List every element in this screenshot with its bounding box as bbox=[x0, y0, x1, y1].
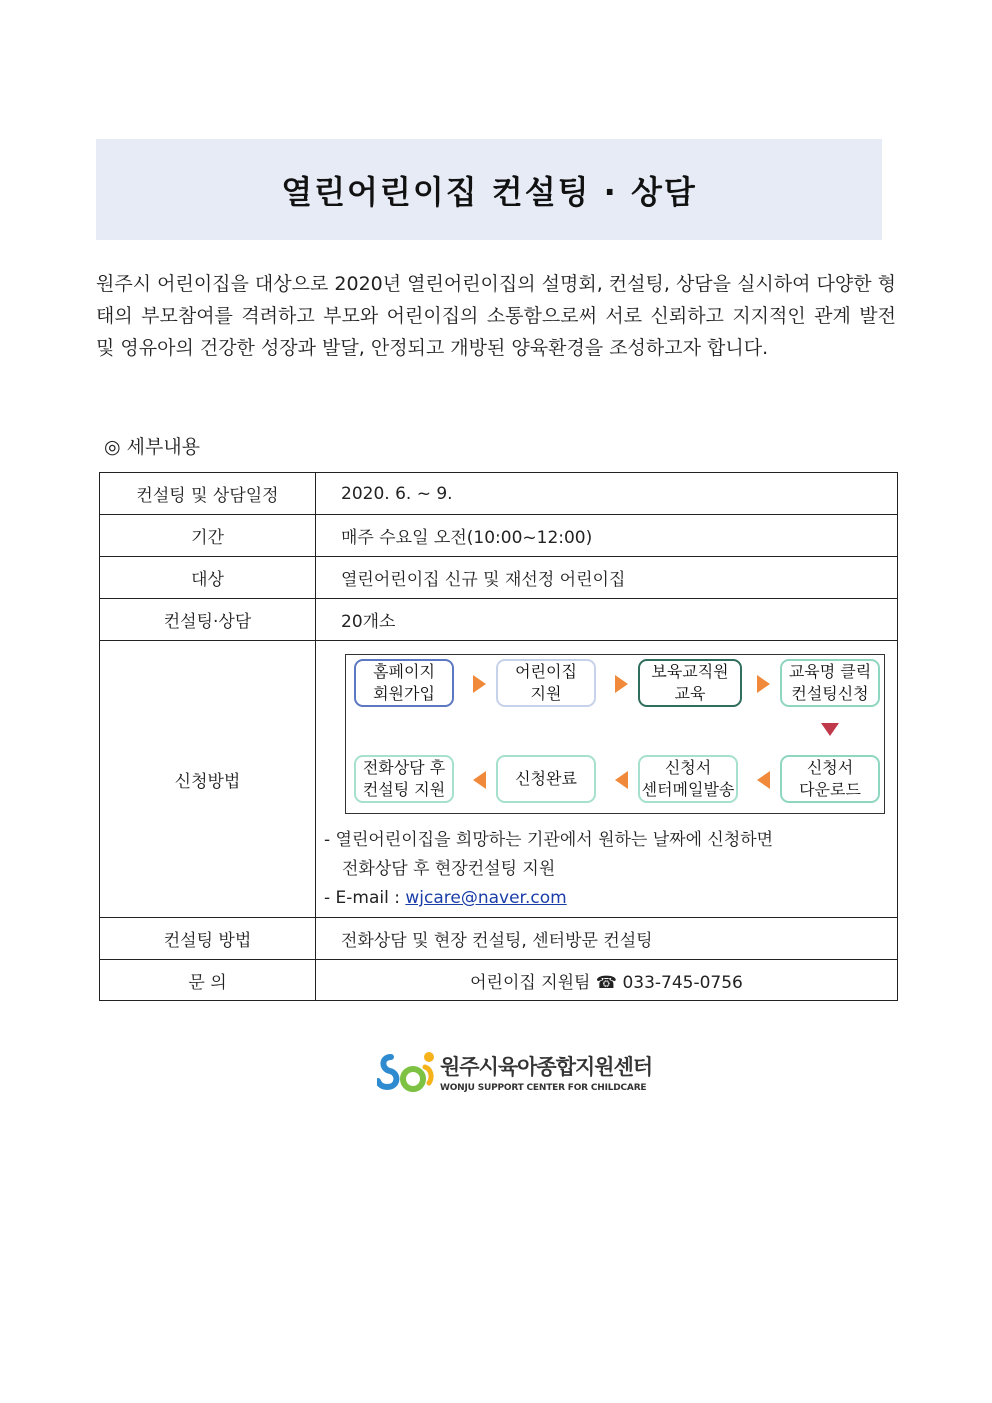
center-logo bbox=[377, 1047, 653, 1097]
row-value-period: 매주 수요일 오전(10:00~12:00) bbox=[316, 515, 898, 557]
step-line: 신청서 bbox=[664, 758, 712, 777]
row-label-method: 컨설팅 방법 bbox=[100, 918, 316, 960]
step-line: 센터메일발송 bbox=[641, 780, 735, 799]
note-line: - 열린어린이집을 희망하는 기관에서 원하는 날짜에 신청하면 bbox=[324, 830, 774, 850]
arrow-left-icon bbox=[615, 771, 628, 789]
email-prefix: - E-mail : bbox=[324, 888, 406, 908]
email-line bbox=[324, 884, 897, 913]
logo-name-en: WONJU SUPPORT CENTER FOR CHILDCARE bbox=[440, 1083, 647, 1093]
row-label-count: 컨설팅·상담 bbox=[100, 599, 316, 641]
logo-text bbox=[440, 1051, 652, 1093]
table-row bbox=[100, 960, 898, 1001]
apply-notes bbox=[324, 826, 897, 913]
logo-name-ko: 원주시육아종합지원센터 bbox=[440, 1055, 653, 1079]
row-value-contact: 어린이집 지원팀 ☎ 033-745-0756 bbox=[316, 960, 898, 1001]
email-link[interactable]: wjcare@naver.com bbox=[405, 888, 567, 908]
step-line: 보육교직원 bbox=[651, 662, 729, 681]
step-line: 신청완료 bbox=[515, 769, 577, 788]
step-line: 교육 bbox=[674, 684, 706, 703]
table-row bbox=[100, 918, 898, 960]
step-phone-consulting bbox=[354, 755, 454, 803]
arrow-right-icon bbox=[615, 675, 628, 693]
row-label-schedule: 컨설팅 및 상담일정 bbox=[100, 473, 316, 515]
arrow-right-icon bbox=[473, 675, 486, 693]
table-row bbox=[100, 557, 898, 599]
step-homepage-signup bbox=[354, 659, 454, 707]
arrow-down-icon bbox=[821, 723, 839, 736]
step-line: 회원가입 bbox=[373, 684, 435, 703]
row-value-count: 20개소 bbox=[316, 599, 898, 641]
row-value-method: 전화상담 및 현장 컨설팅, 센터방문 컨설팅 bbox=[316, 918, 898, 960]
logo-mark-icon bbox=[377, 1047, 437, 1097]
row-label-contact: 문 의 bbox=[100, 960, 316, 1001]
step-download-form bbox=[780, 755, 880, 803]
table-row bbox=[100, 515, 898, 557]
intro-paragraph: 원주시 어린이집을 대상으로 2020년 열린어린이집의 설명회, 컨설팅, 상담을 실시하여 다양한 형태의 부모참여를 격려하고 부모와 어린이집의 소통함으로써 서로 신뢰하고 지지적인 관계 발전 및 영유아의 건강한 성장과 발달, 안정되고 개방된 양육환경을 조성하고자 합니다. bbox=[96, 273, 896, 359]
title-banner bbox=[96, 139, 882, 240]
step-click-consulting bbox=[780, 659, 880, 707]
step-email-form bbox=[638, 755, 738, 803]
section-label: ◎ 세부내용 bbox=[104, 436, 201, 458]
table-row bbox=[100, 599, 898, 641]
row-label-apply: 신청방법 bbox=[100, 641, 316, 918]
row-value-schedule: 2020. 6. ~ 9. bbox=[316, 473, 898, 515]
page-title: 열린어린이집 컨설팅 · 상담 bbox=[281, 172, 697, 211]
step-line: 교육명 클릭 bbox=[788, 662, 872, 681]
note-line: 전화상담 후 현장컨설팅 지원 bbox=[342, 859, 556, 879]
step-line: 지원 bbox=[530, 684, 562, 703]
arrow-right-icon bbox=[757, 675, 770, 693]
step-apply-complete bbox=[496, 755, 596, 803]
step-daycare-apply bbox=[496, 659, 596, 707]
arrow-left-icon bbox=[757, 771, 770, 789]
step-line: 어린이집 bbox=[515, 662, 577, 681]
row-value-apply bbox=[316, 641, 898, 918]
row-label-period: 기간 bbox=[100, 515, 316, 557]
details-table bbox=[99, 472, 898, 1001]
step-line: 다운로드 bbox=[799, 780, 861, 799]
arrow-left-icon bbox=[473, 771, 486, 789]
step-staff-training bbox=[638, 659, 742, 707]
row-value-target: 열린어린이집 신규 및 재선정 어린이집 bbox=[316, 557, 898, 599]
step-line: 홈페이지 bbox=[373, 662, 435, 681]
table-row bbox=[100, 641, 898, 918]
step-line: 컨설팅신청 bbox=[791, 684, 869, 703]
application-flowchart bbox=[345, 654, 885, 814]
row-label-target: 대상 bbox=[100, 557, 316, 599]
step-line: 컨설팅 지원 bbox=[362, 780, 446, 799]
step-line: 신청서 bbox=[806, 758, 854, 777]
step-line: 전화상담 후 bbox=[362, 758, 446, 777]
table-row bbox=[100, 473, 898, 515]
